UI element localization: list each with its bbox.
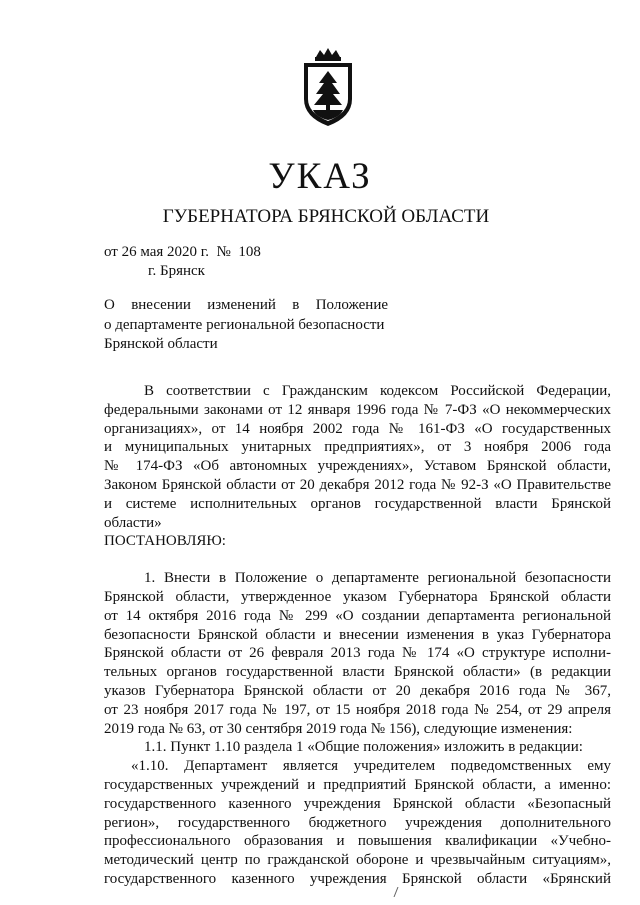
quote-line: методический центр по гражданской обороне и чрезвычайным ситуациям», [104, 852, 611, 869]
document-subject [104, 296, 388, 355]
item-1-line: от 14 октября 2016 года № 299 «О создании департамента региональной [104, 607, 611, 624]
subject-line: О внесении изменений в Положение [104, 297, 388, 313]
quote-line: регион», государственного бюджетного учреждения дополнительного [104, 814, 611, 831]
city-line: г. Брянск [148, 263, 205, 279]
quote-line: государственных учреждений и предприятий Брянской области, а именно: [104, 776, 611, 793]
preamble-line: области» [104, 514, 162, 531]
quote-line: «1.10. Департамент является учредителем подведомственных ему [131, 758, 611, 775]
item-1-line: 1. Внести в Положение о департаменте региональной безопасности [144, 570, 611, 587]
item-1-line: Брянской области, утвержденное указом Губернатора Брянской области [104, 588, 611, 605]
preamble-line: организациях», от 14 ноября 2002 года № 161-ФЗ «О государственных [104, 420, 611, 437]
item-1-line: указов Губернатора Брянской области от 20 декабря 2016 года № 367, [104, 682, 611, 699]
subject-line: о департаменте региональной безопасности [104, 316, 385, 333]
document-title: УКАЗ [268, 156, 372, 197]
coat-of-arms-icon [296, 47, 360, 129]
item-1-line: безопасности Брянской области и внесении изменения в указ Губернатора [104, 626, 611, 643]
paragraph-gap [104, 551, 611, 569]
quote-line: профессионального образования и повышения квалификации «Учебно- [104, 833, 611, 850]
scan-artifact [393, 884, 399, 894]
preamble-line: федеральными законами от 12 января 1996 года № 7-ФЗ «О некоммерческих [104, 401, 611, 418]
document-subtitle: ГУБЕРНАТОРА БРЯНСКОЙ ОБЛАСТИ [162, 206, 490, 227]
preamble-line: и муниципальных унитарных предприятиях», от 3 ноября 2006 года [104, 439, 611, 456]
date-number-line: от 26 мая 2020 г. № 108 [104, 244, 261, 260]
preamble-line: Законом Брянской области от 20 декабря 2012 года № 92-З «О Правительстве [104, 476, 611, 493]
item-1-line: Брянской области от 26 февраля 2013 года № 174 «О структуре исполни- [104, 645, 611, 662]
item-1-line: 2019 года № 63, от 30 сентября 2019 года № 156), следующие изменения: [104, 720, 573, 737]
item-1-line: тельных органов государственной власти Брянской области» (в редакции [104, 664, 611, 681]
preamble-line: № 174-ФЗ «Об автономных учреждениях», Уставом Брянской области, [104, 458, 611, 475]
preamble-line: В соответствии с Гражданским кодексом Российской Федерации, [144, 383, 611, 399]
quote-line: государственного казенного учреждения Брянской области «Безопасный [104, 795, 611, 812]
item-1-line: от 23 ноября 2017 года № 197, от 15 ноября 2018 года № 254, от 29 апреля [104, 701, 611, 718]
quote-line: государственного казенного учреждения Брянской области «Брянский [104, 870, 611, 887]
preamble-line: и системе исполнительных органов государственной власти Брянской [104, 495, 611, 512]
item-1-1-line: 1.1. Пункт 1.10 раздела 1 «Общие положения» изложить в редакции: [144, 739, 583, 756]
decree-word: ПОСТАНОВЛЯЮ: [104, 533, 226, 550]
document-body [104, 382, 611, 889]
subject-line: Брянской области [104, 336, 218, 352]
